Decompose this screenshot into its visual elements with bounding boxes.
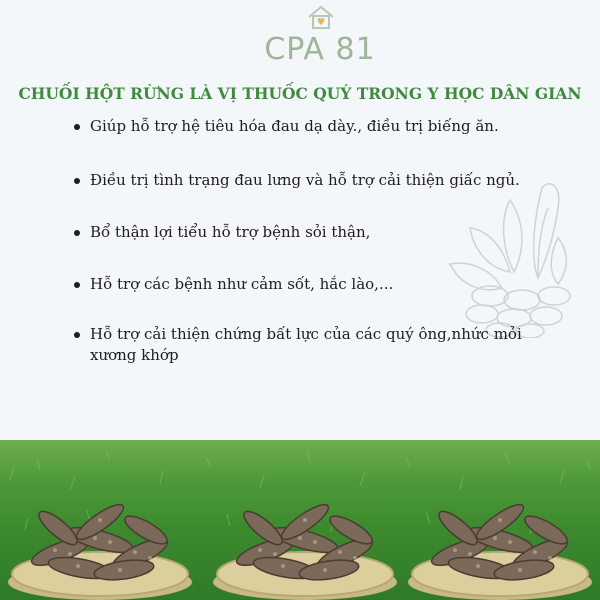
headline: CHUỐI HỘT RỪNG LÀ VỊ THUỐC QUÝ TRONG Y HỌC DÂN GIAN <box>18 84 582 103</box>
product-image <box>205 470 405 600</box>
brand-name: CPA 81 <box>264 32 376 67</box>
list-item: Hỗ trợ cải thiện chứng bất lực của các quý ông,nhức mỏi xương khớp <box>74 324 564 366</box>
list-item: Giúp hỗ trợ hệ tiêu hóa đau dạ dày., điều trị biếng ăn. <box>74 116 499 137</box>
product-image <box>400 470 600 600</box>
list-item: Điều trị tình trạng đau lưng và hỗ trợ cải thiện giấc ngủ. <box>74 170 520 191</box>
bullet-dot <box>74 332 80 338</box>
list-item: Hỗ trợ các bệnh như cảm sốt, hắc lào,... <box>74 274 393 295</box>
list-item: Bổ thận lợi tiểu hỗ trợ bệnh sỏi thận, <box>74 222 370 243</box>
product-image <box>0 470 200 600</box>
bullet-dot <box>74 178 80 184</box>
house-heart-icon <box>306 4 336 30</box>
banana-flower-outline-icon <box>430 168 590 338</box>
bullet-dot <box>74 282 80 288</box>
bullet-dot <box>74 124 80 130</box>
bullet-dot <box>74 230 80 236</box>
